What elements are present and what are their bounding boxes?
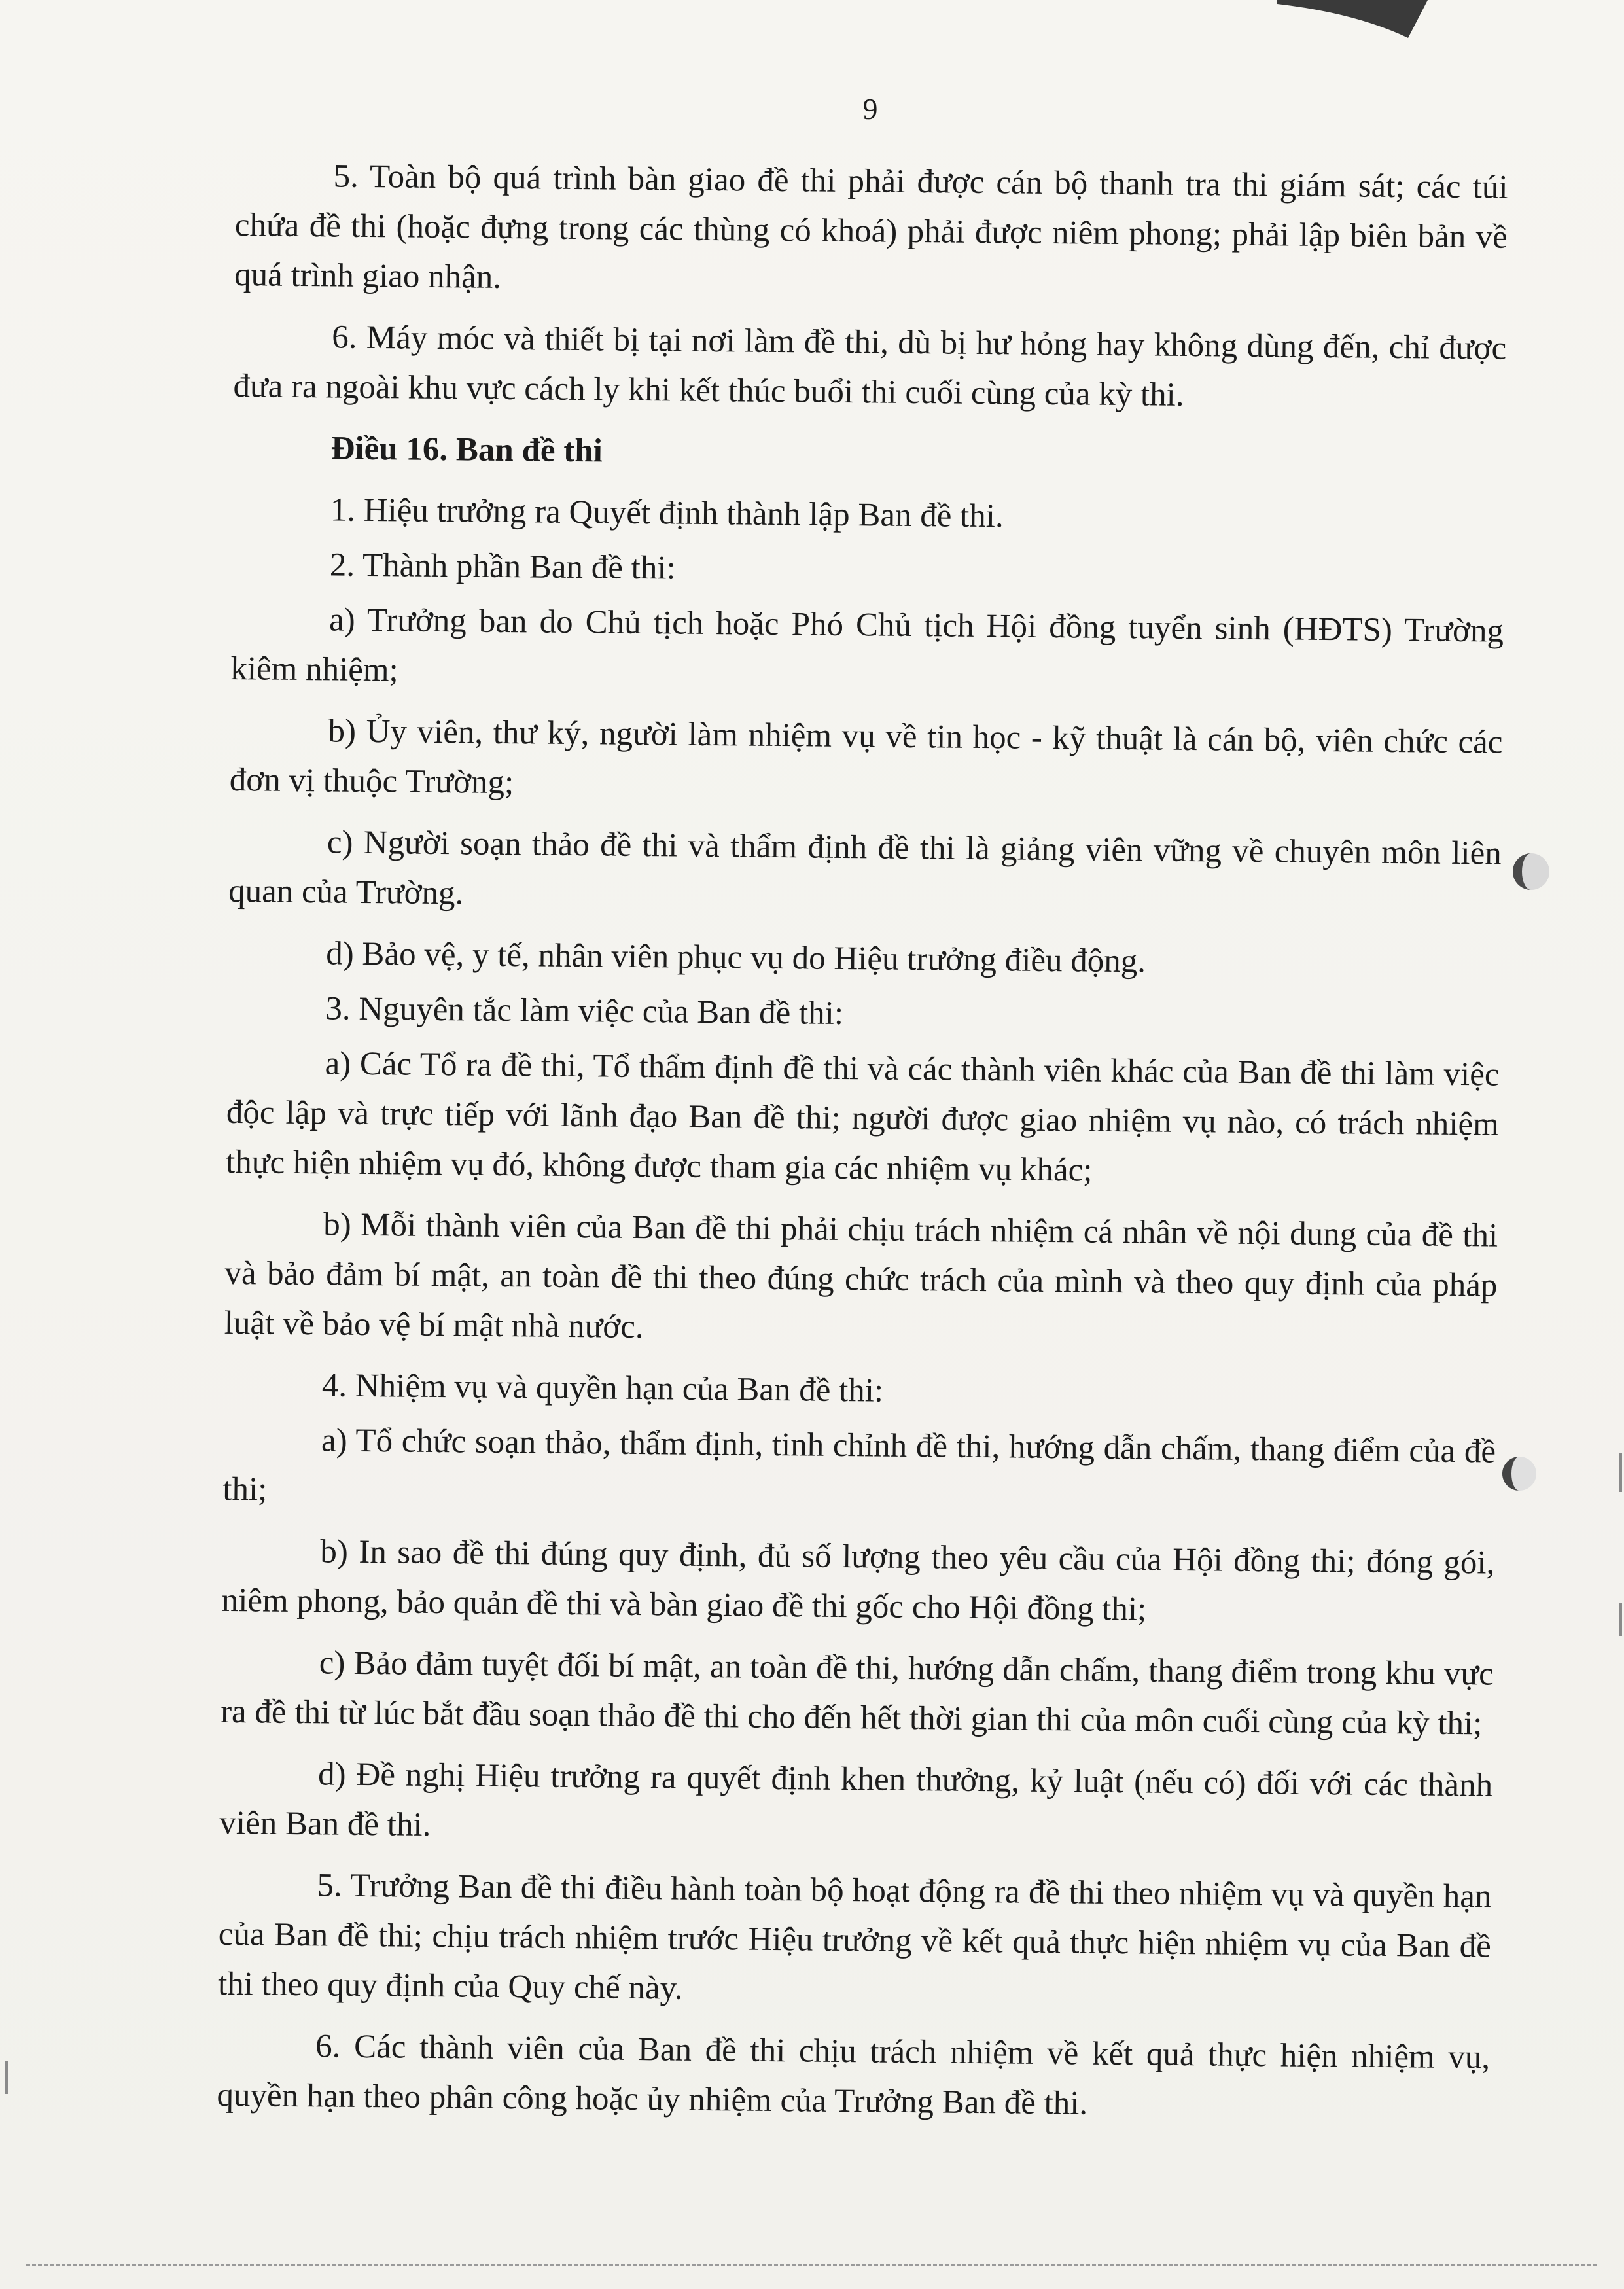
punch-hole-mark — [1498, 1453, 1540, 1495]
paragraph: a) Các Tổ ra đề thi, Tổ thẩm định đề thi và các thành viên khác của Ban đề thi làm việc độc lập và trực tiếp với lãnh đạo Ban đề thi; người được giao nhiệm vụ nào, có trách nhiệm thực hiện nhiệm vụ đó, không được tham gia các nhiệm vụ khác; — [225, 1045, 1500, 1189]
paragraph: 1. Hiệu trưởng ra Quyết định thành lập Ban đề thi. — [330, 491, 1004, 535]
paragraph: a) Tổ chức soạn thảo, thẩm định, tinh chỉnh đề thi, hướng dẫn chấm, thang điểm của đề thi; — [222, 1422, 1496, 1508]
paragraph: c) Bảo đảm tuyệt đối bí mật, an toàn đề thi, hướng dẫn chấm, thang điểm trong khu vực ra đề thi từ lúc bắt đầu soạn thảo đề thi cho đến hết thời gian thi của môn cuối cùng của kỳ thi; — [220, 1644, 1494, 1743]
paragraph: b) Ủy viên, thư ký, người làm nhiệm vụ về tin học - kỹ thuật là cán bộ, viên chức các đơn vị thuộc Trường; — [229, 713, 1503, 802]
paragraph: 5. Trưởng Ban đề thi điều hành toàn bộ hoạt động ra đề thi theo nhiệm vụ và quyền hạn của Ban đề thi; chịu trách nhiệm trước Hiệu trưởng về kết quả thực hiện nhiệm vụ của Ban đề thi theo quy định của Quy chế này. — [217, 1867, 1492, 2007]
paragraph: 3. Nguyên tắc làm việc của Ban đề thi: — [325, 990, 844, 1032]
article-heading: Điều 16. Ban đề thi — [330, 430, 603, 470]
paragraph: b) In sao đề thi đúng quy định, đủ số lượng theo yêu cầu của Hội đồng thi; đóng gói, niêm phong, bảo quản đề thi và bàn giao đề thi gốc cho Hội đồng thi; — [221, 1533, 1495, 1628]
paragraph: d) Đề nghị Hiệu trưởng ra quyết định khen thưởng, kỷ luật (nếu có) đối với các thành viên Ban đề thi. — [219, 1756, 1493, 1843]
paragraph: b) Mỗi thành viên của Ban đề thi phải chịu trách nhiệm cá nhân về nội dung của đề thi và bảo đảm bí mật, an toàn đề thi theo đúng chức trách của mình và theo quy định của pháp luật về bảo vệ bí mật nhà nước. — [224, 1206, 1498, 1346]
scan-bottom-edge — [26, 2264, 1597, 2266]
punch-hole-mark — [1510, 851, 1552, 893]
scan-edge-mark — [5, 2061, 8, 2094]
paragraph: 4. Nhiệm vụ và quyền hạn của Ban đề thi: — [321, 1367, 884, 1410]
document-body — [217, 151, 1508, 2144]
paragraph: c) Người soạn thảo đề thi và thẩm định đề thi là giảng viên vững về chuyên môn liên quan của Trường. — [228, 824, 1502, 912]
scan-edge-mark — [1619, 1603, 1622, 1636]
paragraph: 5. Toàn bộ quá trình bàn giao đề thi phải được cán bộ thanh tra thi giám sát; các túi chứa đề thi (hoặc đựng trong các thùng có khoá) phải được niêm phong; phải lập biên bản về quá trình giao nhận. — [234, 158, 1508, 296]
paragraph: a) Trưởng ban do Chủ tịch hoặc Phó Chủ tịch Hội đồng tuyển sinh (HĐTS) Trường kiêm nhiệm; — [230, 601, 1504, 689]
folded-corner-mark — [1277, 0, 1428, 39]
page-number: 9 — [862, 92, 878, 126]
paragraph: d) Bảo vệ, y tế, nhân viên phục vụ do Hiệu trưởng điều động. — [325, 935, 1146, 980]
paragraph: 2. Thành phần Ban đề thi: — [329, 546, 676, 587]
paragraph: 6. Các thành viên của Ban đề thi chịu trách nhiệm về kết quả thực hiện nhiệm vụ, quyền hạn theo phân công hoặc ủy nhiệm của Trưởng Ban đề thi. — [217, 2028, 1491, 2122]
scan-edge-mark — [1619, 1453, 1622, 1492]
paragraph: 6. Máy móc và thiết bị tại nơi làm đề thi, dù bị hư hỏng hay không dùng đến, chỉ được đưa ra ngoài khu vực cách ly khi kết thúc buổi thi cuối cùng của kỳ thi. — [233, 319, 1507, 414]
